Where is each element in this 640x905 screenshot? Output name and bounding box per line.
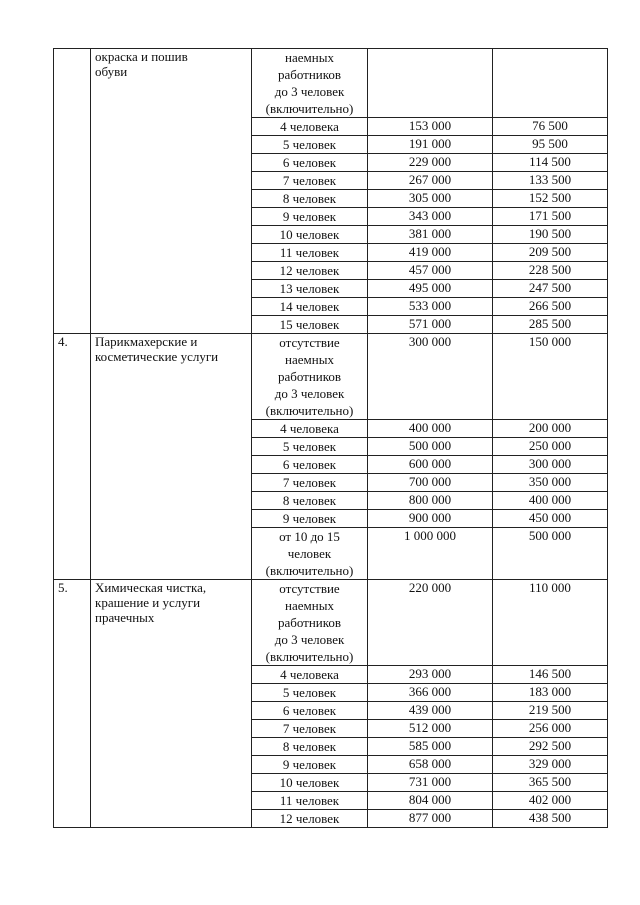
employee-count	[252, 208, 368, 226]
employee-count-line: работников	[277, 369, 342, 384]
item-number: 5.	[54, 580, 91, 828]
employee-count-line: (включительно)	[265, 649, 354, 664]
employee-count	[252, 474, 368, 492]
employee-count-line: 12 человек	[279, 811, 340, 826]
reduced-income-value: 250 000	[493, 438, 608, 456]
service-name-line: обуви	[95, 64, 128, 79]
potential-income-value: 900 000	[368, 510, 493, 528]
employee-count-line: наемных	[285, 352, 334, 367]
employee-count-line: отсутствие	[279, 335, 340, 350]
employee-count-line: 7 человек	[282, 173, 337, 188]
employee-count-line: 10 человек	[279, 227, 340, 242]
employee-count	[252, 528, 368, 580]
potential-income-value: 877 000	[368, 810, 493, 828]
employee-count	[252, 334, 368, 420]
potential-income-value: 731 000	[368, 774, 493, 792]
reduced-income-value: 150 000	[493, 334, 608, 420]
reduced-income-value: 190 500	[493, 226, 608, 244]
potential-income-value: 400 000	[368, 420, 493, 438]
table-row	[54, 580, 608, 666]
reduced-income-value: 292 500	[493, 738, 608, 756]
employee-count-line: наемных	[285, 50, 334, 65]
reduced-income-value: 450 000	[493, 510, 608, 528]
reduced-income-value: 152 500	[493, 190, 608, 208]
reduced-income-value	[493, 49, 608, 118]
potential-income-value: 381 000	[368, 226, 493, 244]
reduced-income-value: 219 500	[493, 702, 608, 720]
reduced-income-value: 285 500	[493, 316, 608, 334]
employee-count-line: (включительно)	[265, 101, 354, 116]
service-name-line: крашение и услуги	[95, 595, 201, 610]
employee-count-line: 7 человек	[282, 721, 337, 736]
employee-count-line: 11 человек	[279, 793, 340, 808]
reduced-income-value: 171 500	[493, 208, 608, 226]
employee-count	[252, 666, 368, 684]
reduced-income-value: 133 500	[493, 172, 608, 190]
employee-count-line: до 3 человек	[274, 84, 345, 99]
table-row	[54, 334, 608, 420]
potential-income-value: 305 000	[368, 190, 493, 208]
service-name-line: прачечных	[95, 610, 155, 625]
potential-income-value: 300 000	[368, 334, 493, 420]
employee-count-line: отсутствие	[279, 581, 340, 596]
potential-income-value: 500 000	[368, 438, 493, 456]
employee-count-line: 6 человек	[282, 703, 337, 718]
employee-count	[252, 492, 368, 510]
potential-income-value: 658 000	[368, 756, 493, 774]
employee-count-line: 13 человек	[279, 281, 340, 296]
reduced-income-value: 266 500	[493, 298, 608, 316]
employee-count	[252, 684, 368, 702]
service-name-line: Химическая чистка,	[95, 580, 207, 595]
employee-count-line: 5 человек	[282, 137, 337, 152]
potential-income-value: 804 000	[368, 792, 493, 810]
employee-count	[252, 154, 368, 172]
employee-count	[252, 438, 368, 456]
reduced-income-value: 300 000	[493, 456, 608, 474]
tax-rate-table	[53, 48, 608, 828]
employee-count	[252, 510, 368, 528]
service-name	[91, 580, 252, 828]
employee-count-line: 9 человек	[282, 511, 337, 526]
employee-count	[252, 720, 368, 738]
employee-count-line: 10 человек	[279, 775, 340, 790]
employee-count	[252, 172, 368, 190]
table-row	[54, 49, 608, 118]
reduced-income-value: 402 000	[493, 792, 608, 810]
employee-count	[252, 244, 368, 262]
service-name	[91, 49, 252, 334]
employee-count-line: работников	[277, 67, 342, 82]
reduced-income-value: 247 500	[493, 280, 608, 298]
employee-count-line: 8 человек	[282, 191, 337, 206]
potential-income-value: 1 000 000	[368, 528, 493, 580]
reduced-income-value: 146 500	[493, 666, 608, 684]
service-name-line: Парикмахерские и	[95, 334, 198, 349]
employee-count	[252, 280, 368, 298]
potential-income-value: 293 000	[368, 666, 493, 684]
reduced-income-value: 76 500	[493, 118, 608, 136]
employee-count	[252, 136, 368, 154]
reduced-income-value: 500 000	[493, 528, 608, 580]
employee-count-line: 4 человека	[280, 119, 339, 134]
reduced-income-value: 365 500	[493, 774, 608, 792]
employee-count	[252, 298, 368, 316]
employee-count	[252, 580, 368, 666]
employee-count	[252, 792, 368, 810]
potential-income-value: 229 000	[368, 154, 493, 172]
employee-count-line: 6 человек	[282, 457, 337, 472]
employee-count	[252, 456, 368, 474]
potential-income-value: 800 000	[368, 492, 493, 510]
employee-count	[252, 420, 368, 438]
reduced-income-value: 110 000	[493, 580, 608, 666]
potential-income-value: 191 000	[368, 136, 493, 154]
reduced-income-value: 329 000	[493, 756, 608, 774]
potential-income-value: 457 000	[368, 262, 493, 280]
employee-count	[252, 226, 368, 244]
potential-income-value: 439 000	[368, 702, 493, 720]
employee-count	[252, 702, 368, 720]
reduced-income-value: 183 000	[493, 684, 608, 702]
employee-count-line: до 3 человек	[274, 632, 345, 647]
item-number: 4.	[54, 334, 91, 580]
potential-income-value: 600 000	[368, 456, 493, 474]
employee-count	[252, 738, 368, 756]
employee-count	[252, 316, 368, 334]
reduced-income-value: 350 000	[493, 474, 608, 492]
employee-count-line: наемных	[285, 598, 334, 613]
employee-count-line: (включительно)	[265, 563, 354, 578]
service-name-line: косметические услуги	[95, 349, 219, 364]
reduced-income-value: 400 000	[493, 492, 608, 510]
employee-count-line: от 10 до 15	[279, 529, 340, 544]
employee-count-line: 9 человек	[282, 757, 337, 772]
employee-count	[252, 118, 368, 136]
potential-income-value: 700 000	[368, 474, 493, 492]
potential-income-value: 585 000	[368, 738, 493, 756]
potential-income-value: 366 000	[368, 684, 493, 702]
employee-count-line: 8 человек	[282, 493, 337, 508]
employee-count-line: (включительно)	[265, 403, 354, 418]
employee-count-line: 8 человек	[282, 739, 337, 754]
service-name	[91, 334, 252, 580]
employee-count-line: 15 человек	[279, 317, 340, 332]
employee-count	[252, 190, 368, 208]
employee-count-line: человек	[287, 546, 332, 561]
potential-income-value: 512 000	[368, 720, 493, 738]
employee-count	[252, 49, 368, 118]
potential-income-value	[368, 49, 493, 118]
potential-income-value: 571 000	[368, 316, 493, 334]
employee-count-line: 9 человек	[282, 209, 337, 224]
reduced-income-value: 200 000	[493, 420, 608, 438]
item-number	[54, 49, 91, 334]
reduced-income-value: 95 500	[493, 136, 608, 154]
reduced-income-value: 114 500	[493, 154, 608, 172]
employee-count	[252, 756, 368, 774]
potential-income-value: 495 000	[368, 280, 493, 298]
table-body	[54, 49, 608, 828]
reduced-income-value: 209 500	[493, 244, 608, 262]
service-name-line: окраска и пошив	[95, 49, 188, 64]
employee-count	[252, 262, 368, 280]
employee-count-line: 14 человек	[279, 299, 340, 314]
employee-count-line: работников	[277, 615, 342, 630]
reduced-income-value: 438 500	[493, 810, 608, 828]
employee-count-line: 12 человек	[279, 263, 340, 278]
potential-income-value: 267 000	[368, 172, 493, 190]
employee-count	[252, 810, 368, 828]
employee-count-line: до 3 человек	[274, 386, 345, 401]
employee-count-line: 11 человек	[279, 245, 340, 260]
employee-count-line: 7 человек	[282, 475, 337, 490]
potential-income-value: 343 000	[368, 208, 493, 226]
employee-count-line: 4 человека	[280, 421, 339, 436]
potential-income-value: 220 000	[368, 580, 493, 666]
employee-count	[252, 774, 368, 792]
potential-income-value: 419 000	[368, 244, 493, 262]
reduced-income-value: 228 500	[493, 262, 608, 280]
employee-count-line: 5 человек	[282, 439, 337, 454]
employee-count-line: 5 человек	[282, 685, 337, 700]
reduced-income-value: 256 000	[493, 720, 608, 738]
employee-count-line: 6 человек	[282, 155, 337, 170]
employee-count-line: 4 человека	[280, 667, 339, 682]
potential-income-value: 533 000	[368, 298, 493, 316]
potential-income-value: 153 000	[368, 118, 493, 136]
